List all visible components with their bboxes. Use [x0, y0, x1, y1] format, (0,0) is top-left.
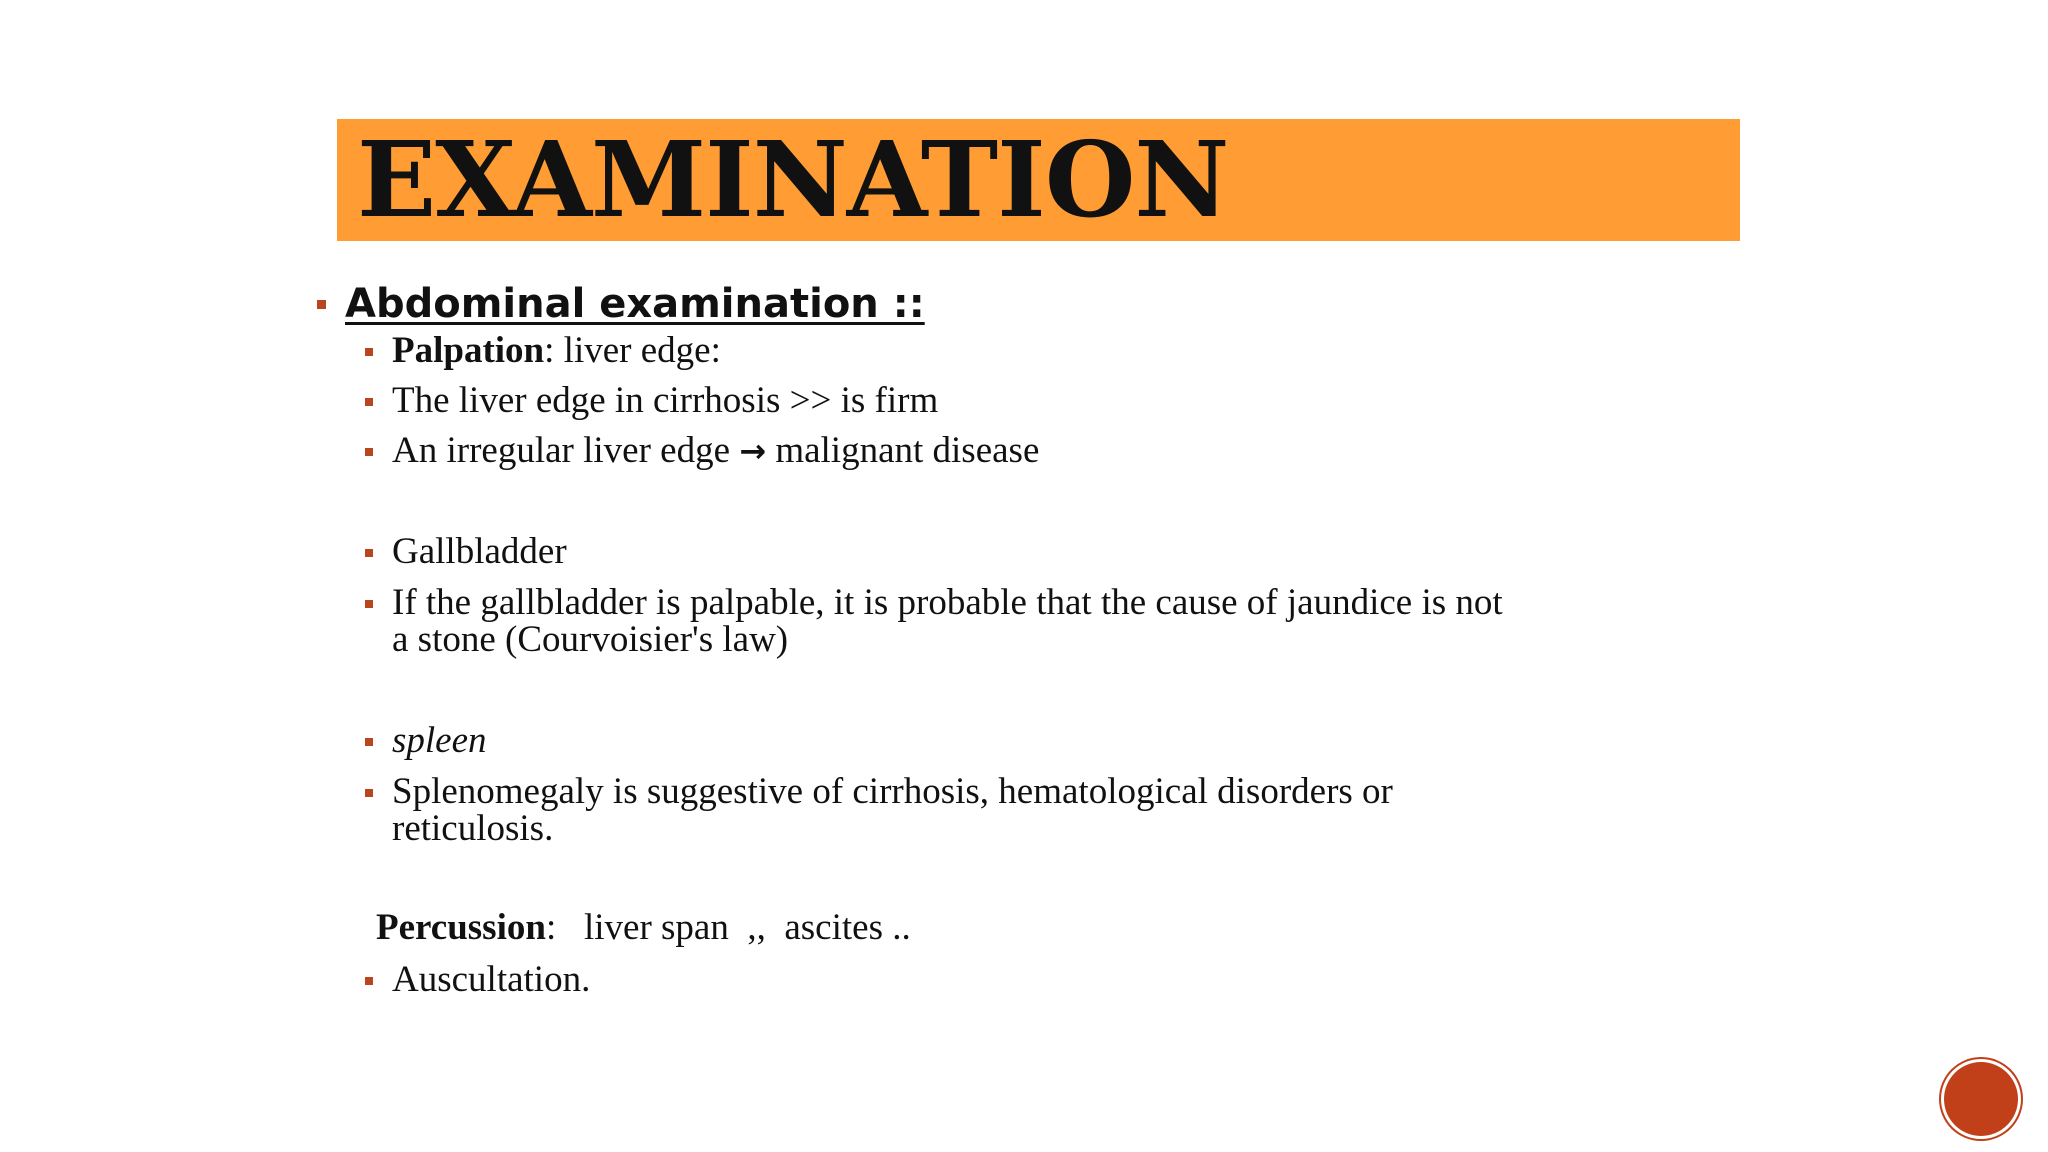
- arrow-right-icon: →: [739, 432, 767, 470]
- slide-nav-button[interactable]: [1944, 1062, 2018, 1136]
- gallbladder-detail-line2: a stone (Courvoisier's law): [392, 619, 789, 660]
- percussion-label: Percussion: [376, 907, 546, 948]
- bullet-icon: [365, 448, 373, 456]
- bullet-icon: [365, 738, 373, 746]
- splenomegaly-line2: reticulosis.: [392, 808, 554, 849]
- palpation-line: [392, 332, 721, 370]
- bullet-icon: [365, 549, 373, 557]
- liver-firm-line: The liver edge in cirrhosis >> is firm: [392, 380, 939, 421]
- gallbladder-detail-line1: If the gallbladder is palpable, it is probable that the cause of jaundice is not: [392, 582, 1503, 623]
- irregular-pre: An irregular liver edge: [392, 430, 740, 471]
- bullet-icon: [365, 977, 373, 985]
- percussion-text: : liver span ,, ascites ..: [545, 907, 911, 948]
- palpation-text: : liver edge:: [544, 330, 721, 371]
- section-heading: Abdominal examination ::: [345, 281, 925, 327]
- splenomegaly-line1: Splenomegaly is suggestive of cirrhosis, hematological disorders or: [392, 771, 1393, 812]
- bullet-icon: [317, 300, 326, 309]
- gallbladder-line: Gallbladder: [392, 531, 567, 572]
- bullet-icon: [365, 789, 373, 797]
- slide-title: EXAMINATION: [357, 118, 1229, 241]
- spleen-line: spleen: [392, 720, 487, 761]
- percussion-line: [376, 909, 911, 947]
- bullet-icon: [365, 398, 373, 406]
- irregular-post: malignant disease: [766, 430, 1040, 471]
- irregular-edge-line: [392, 432, 1039, 470]
- auscultation-line: Auscultation.: [392, 959, 591, 1000]
- bullet-icon: [365, 348, 373, 356]
- palpation-label: Palpation: [392, 330, 545, 371]
- bullet-icon: [365, 600, 373, 608]
